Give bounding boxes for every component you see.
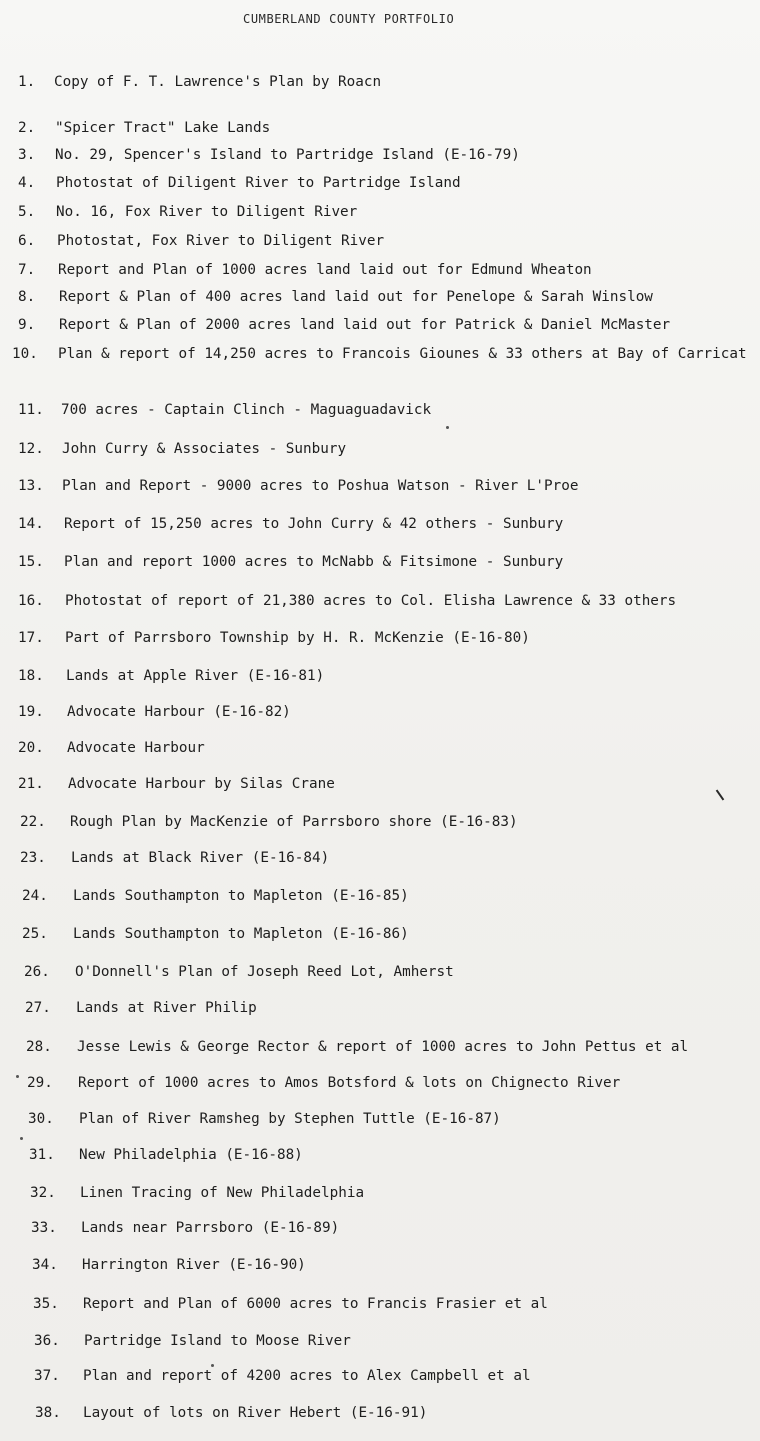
item-number: 12. (18, 441, 44, 457)
item-text: No. 29, Spencer's Island to Partridge Island (E-16-79) (55, 147, 520, 163)
item-text: Lands at River Philip (76, 1000, 257, 1016)
item-text: Copy of F. T. Lawrence's Plan by Roacn (54, 74, 382, 90)
item-number: 11. (18, 402, 44, 418)
item-text: Report of 15,250 acres to John Curry & 42 others - Sunbury (64, 516, 564, 532)
item-number: 9. (18, 317, 36, 333)
item-text: Lands near Parrsboro (E-16-89) (81, 1220, 340, 1236)
item-text: Harrington River (E-16-90) (82, 1257, 306, 1273)
item-text: Plan of River Ramsheg by Stephen Tuttle (E-16-87) (79, 1111, 501, 1127)
item-text: Plan & report of 14,250 acres to Francois Giounes & 33 others at Bay of Carricat (58, 346, 747, 362)
item-text: 700 acres - Captain Clinch - Maguaguadavick (61, 402, 432, 418)
item-text: Advocate Harbour (E-16-82) (67, 704, 291, 720)
item-number: 30. (28, 1111, 54, 1127)
item-number: 10. (12, 346, 38, 362)
item-text: Rough Plan by MacKenzie of Parrsboro shore (E-16-83) (70, 814, 518, 830)
item-number: 15. (18, 554, 44, 570)
item-number: 16. (18, 593, 44, 609)
item-text: Lands Southampton to Mapleton (E-16-86) (73, 926, 409, 942)
item-text: Plan and Report - 9000 acres to Poshua Watson - River L'Proe (62, 478, 579, 494)
item-number: 8. (18, 289, 36, 305)
page-title: CUMBERLAND COUNTY PORTFOLIO (243, 12, 455, 26)
item-text: No. 16, Fox River to Diligent River (56, 204, 358, 220)
item-number: 14. (18, 516, 44, 532)
item-number: 21. (18, 776, 44, 792)
item-text: Photostat of report of 21,380 acres to Col. Elisha Lawrence & 33 others (65, 593, 677, 609)
item-text: Lands at Apple River (E-16-81) (66, 668, 325, 684)
item-text: New Philadelphia (E-16-88) (79, 1147, 303, 1163)
item-text: Report of 1000 acres to Amos Botsford & lots on Chignecto River (78, 1075, 621, 1091)
item-text: Advocate Harbour (67, 740, 205, 756)
item-number: 26. (24, 964, 50, 980)
item-text: Plan and report 1000 acres to McNabb & Fitsimone - Sunbury (64, 554, 564, 570)
paper-speck (20, 1137, 23, 1140)
item-number: 33. (31, 1220, 57, 1236)
item-number: 7. (18, 262, 36, 278)
item-text: Report & Plan of 400 acres land laid out for Penelope & Sarah Winslow (59, 289, 653, 305)
item-text: Report and Plan of 6000 acres to Francis Frasier et al (83, 1296, 548, 1312)
item-number: 23. (20, 850, 46, 866)
item-text: Jesse Lewis & George Rector & report of 1000 acres to John Pettus et al (77, 1039, 689, 1055)
item-number: 36. (34, 1333, 60, 1349)
item-text: Plan and report of 4200 acres to Alex Campbell et al (83, 1368, 531, 1384)
item-text: Photostat, Fox River to Diligent River (57, 233, 385, 249)
paper-speck (446, 426, 449, 429)
item-number: 37. (34, 1368, 60, 1384)
item-number: 24. (22, 888, 48, 904)
item-text: Linen Tracing of New Philadelphia (80, 1185, 365, 1201)
item-number: 20. (18, 740, 44, 756)
item-number: 35. (33, 1296, 59, 1312)
item-text: Partridge Island to Moose River (84, 1333, 351, 1349)
item-text: Advocate Harbour by Silas Crane (68, 776, 335, 792)
item-text: "Spicer Tract" Lake Lands (55, 120, 271, 136)
item-number: 13. (18, 478, 44, 494)
item-number: 29. (27, 1075, 53, 1091)
item-number: 3. (18, 147, 36, 163)
item-text: Part of Parrsboro Township by H. R. McKenzie (E-16-80) (65, 630, 530, 646)
item-number: 25. (22, 926, 48, 942)
item-number: 34. (32, 1257, 58, 1273)
item-text: Layout of lots on River Hebert (E-16-91) (83, 1405, 428, 1421)
item-number: 38. (35, 1405, 61, 1421)
item-number: 2. (18, 120, 36, 136)
item-text: Report & Plan of 2000 acres land laid out for Patrick & Daniel McMaster (59, 317, 671, 333)
item-text: Photostat of Diligent River to Partridge Island (56, 175, 461, 191)
item-number: 27. (25, 1000, 51, 1016)
stray-pen-mark (716, 790, 725, 801)
item-number: 18. (18, 668, 44, 684)
item-number: 19. (18, 704, 44, 720)
item-number: 5. (18, 204, 36, 220)
item-number: 22. (20, 814, 46, 830)
item-text: Lands Southampton to Mapleton (E-16-85) (73, 888, 409, 904)
item-text: Lands at Black River (E-16-84) (71, 850, 330, 866)
item-number: 31. (29, 1147, 55, 1163)
item-text: Report and Plan of 1000 acres land laid out for Edmund Wheaton (58, 262, 592, 278)
item-number: 4. (18, 175, 36, 191)
item-number: 17. (18, 630, 44, 646)
item-number: 32. (30, 1185, 56, 1201)
paper-speck (211, 1364, 214, 1367)
item-number: 28. (26, 1039, 52, 1055)
item-number: 1. (18, 74, 36, 90)
item-text: O'Donnell's Plan of Joseph Reed Lot, Amherst (75, 964, 454, 980)
paper-speck (16, 1075, 19, 1078)
item-text: John Curry & Associates - Sunbury (62, 441, 347, 457)
item-number: 6. (18, 233, 36, 249)
